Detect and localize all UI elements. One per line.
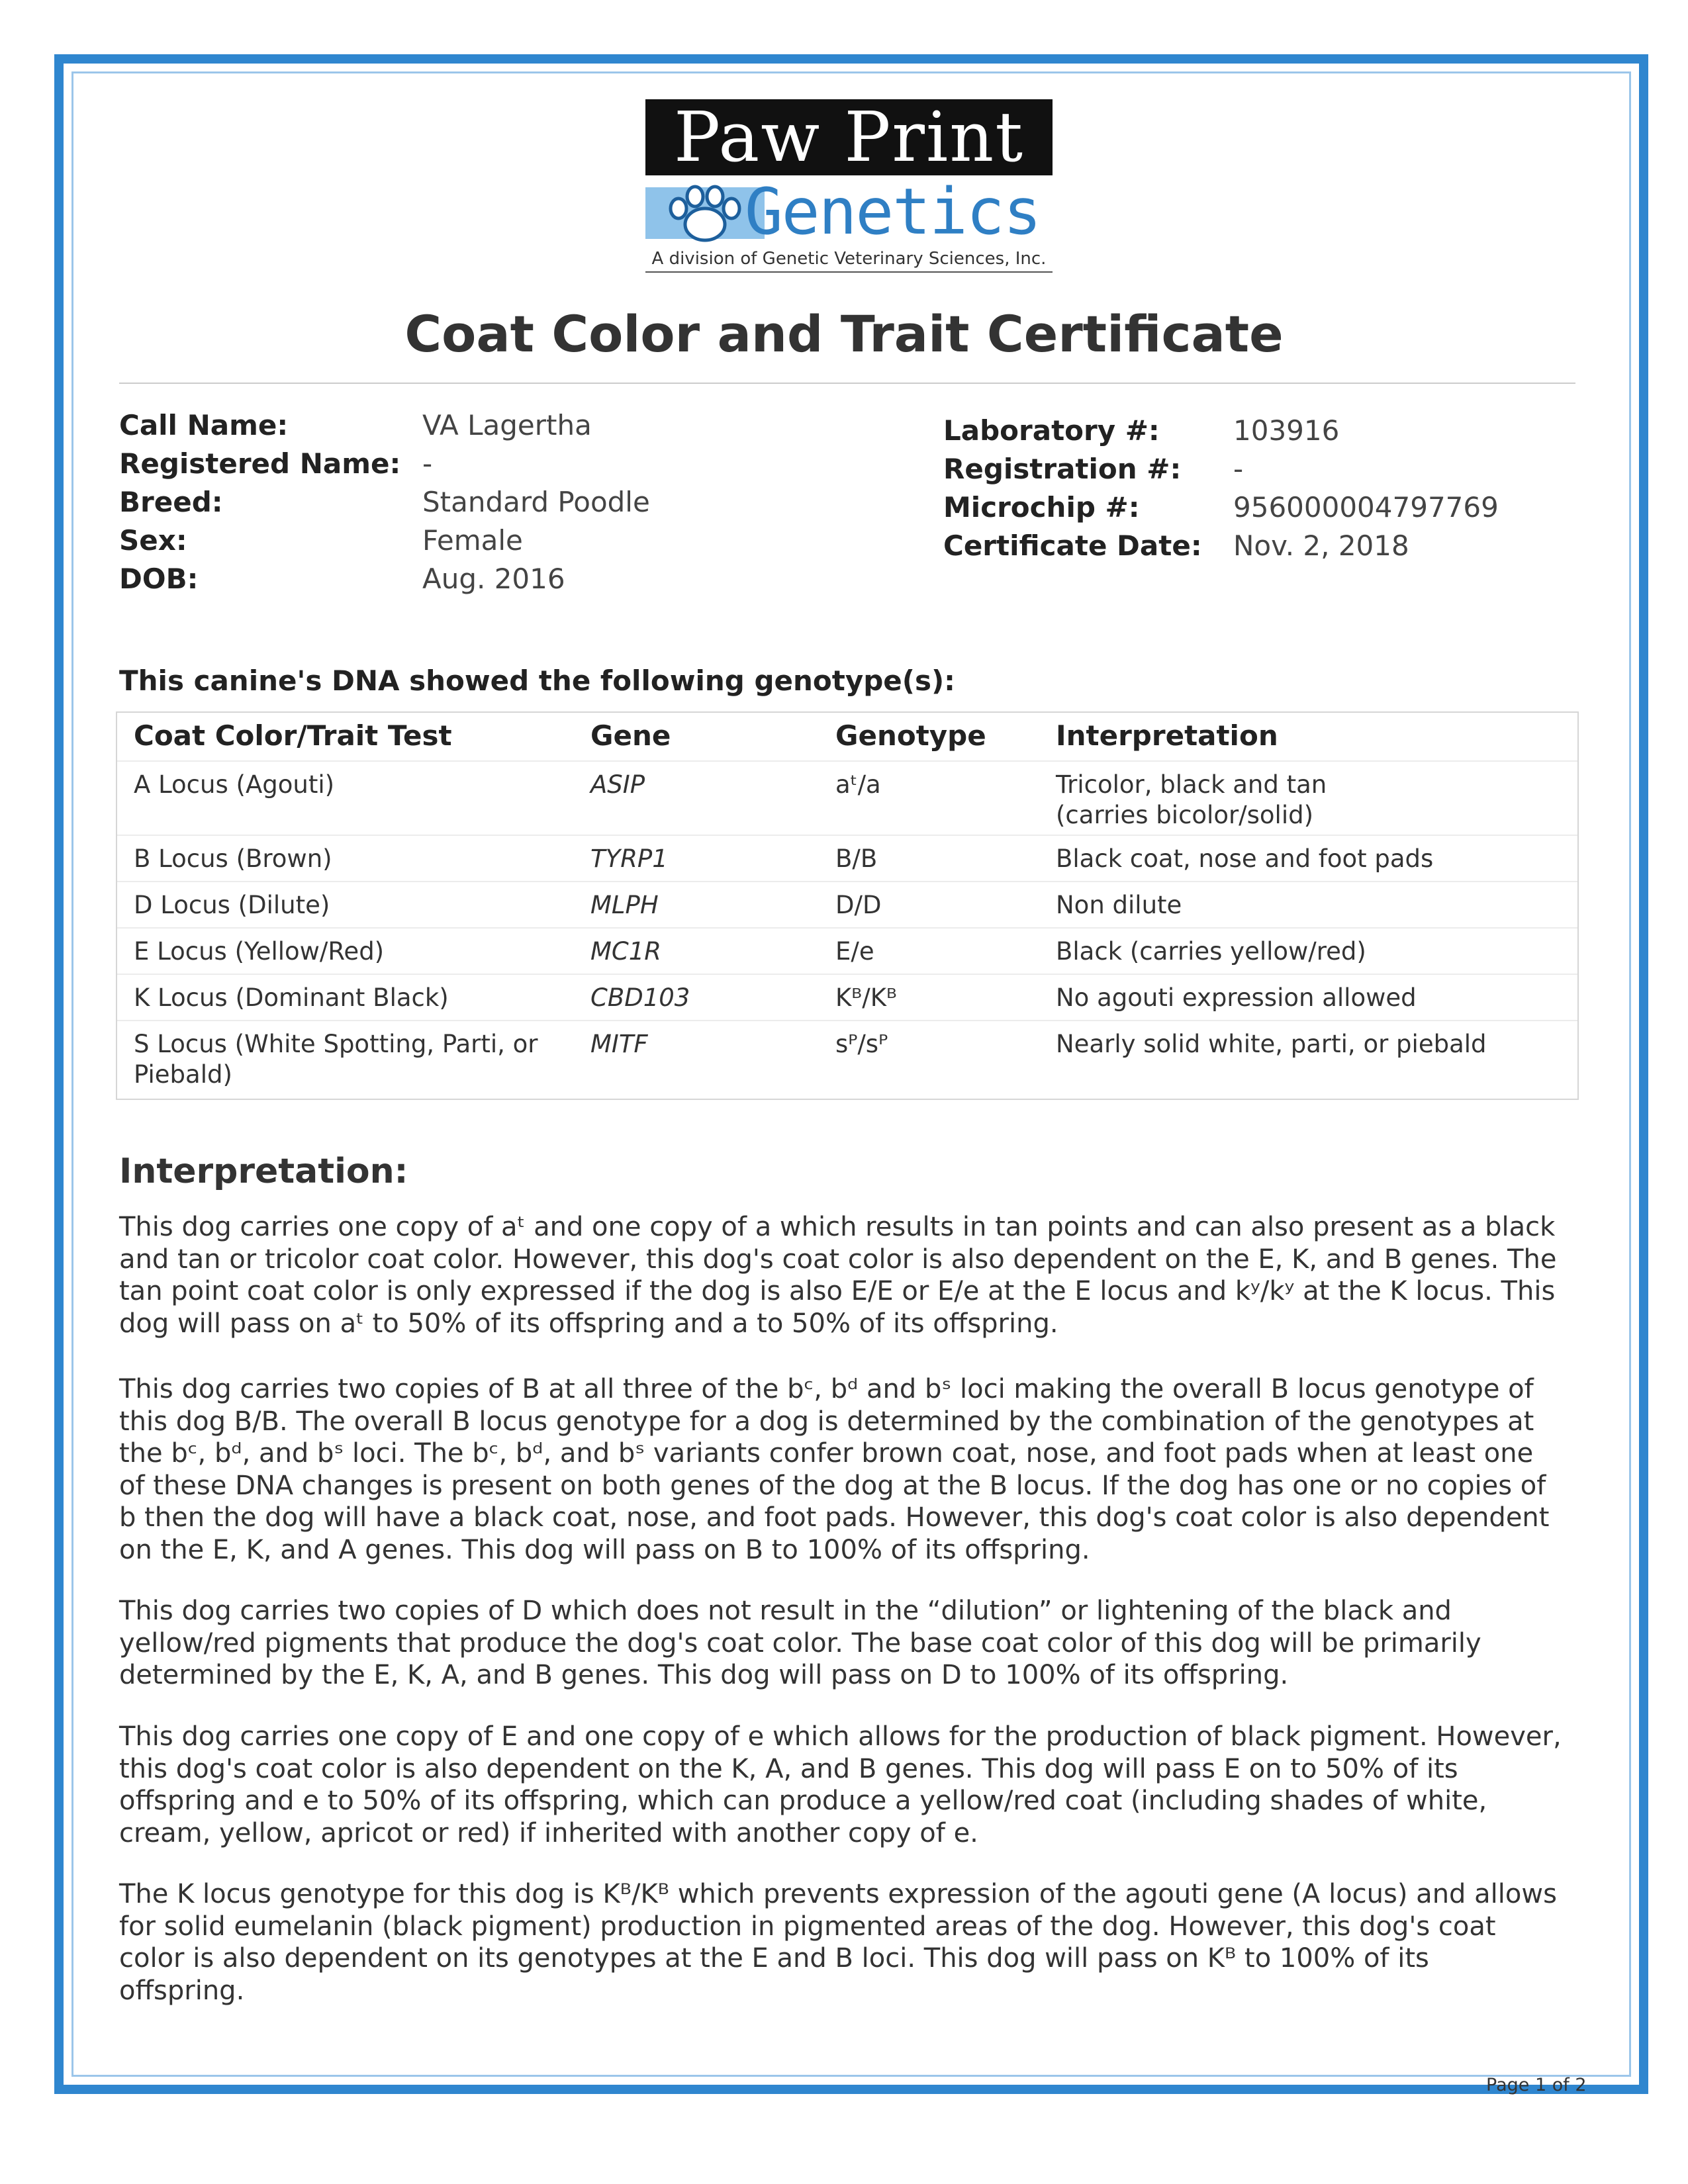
cell-gene: MITF xyxy=(590,1030,648,1058)
dob-value: Aug. 2016 xyxy=(422,563,565,595)
cell-gene: TYRP1 xyxy=(590,844,668,873)
title-divider xyxy=(119,383,1575,384)
cell-gene: ASIP xyxy=(590,770,645,799)
registered-name-value: - xyxy=(422,447,433,480)
cell-gene: MLPH xyxy=(590,891,659,919)
breed-value: Standard Poodle xyxy=(422,486,650,518)
microchip-value: 956000004797769 xyxy=(1233,491,1499,523)
header-interpretation: Interpretation xyxy=(1056,719,1278,752)
table-row xyxy=(117,927,1577,975)
interpretation-paragraph-e-locus: This dog carries one copy of E and one copy of e which allows for the production of black pigment. However, this dog's coat color is also dependent on the K, A, and B genes. This dog will pass E on to 50% of its offspring and e to 50% of its offspring, which can produce a yellow/red coat (including shades of white, cream, yellow, apricot or red) if inherited with another copy of e. xyxy=(119,1721,1562,1848)
sex-label: Sex: xyxy=(119,524,187,557)
cell-genotype: B/B xyxy=(835,844,878,873)
interpretation-paragraph-d-locus: This dog carries two copies of D which does not result in the “dilution” or lightening of the black and yellow/red pigments that produce the dog's coat color. The base coat color of this dog will be primarily determined by the E, K, A, and B genes. This dog will pass on D to 100% of its offspring. xyxy=(119,1596,1481,1690)
table-row xyxy=(117,835,1577,882)
cell-gene: MC1R xyxy=(590,937,662,966)
certificate-date-value: Nov. 2, 2018 xyxy=(1233,529,1409,562)
cell-genotype: sᴾ/sᴾ xyxy=(835,1030,888,1058)
laboratory-label: Laboratory #: xyxy=(943,414,1160,447)
breed-label: Breed: xyxy=(119,486,223,518)
table-row xyxy=(117,974,1577,1021)
logo-wordmark-bottom xyxy=(645,175,1053,248)
laboratory-value: 103916 xyxy=(1233,414,1340,447)
dob-label: DOB: xyxy=(119,563,199,595)
cell-test: B Locus (Brown) xyxy=(134,844,332,873)
sex-value: Female xyxy=(422,524,523,557)
interpretation-paragraph-b-locus: This dog carries two copies of B at all three of the bᶜ, bᵈ and bˢ loci making the overall B locus genotype of this dog B/B. The overall B locus genotype for a dog is determined by the combination of the genotypes at the bᶜ, bᵈ, and bˢ loci. The bᶜ, bᵈ, and bˢ variants confer brown coat, nose, and foot pads when at least one of these DNA changes is present on both genes of the dog at the B locus. If the dog has one or no copies of b then the dog will have a black coat, nose, and foot pads. However, this dog's coat color is also dependent on the E, K, and A genes. This dog will pass on B to 100% of its offspring. xyxy=(119,1374,1550,1565)
table-row xyxy=(117,760,1577,836)
cell-test: K Locus (Dominant Black) xyxy=(134,983,449,1012)
interpretation-paragraph-a-locus: This dog carries one copy of aᵗ and one copy of a which results in tan points and can also present as a black and tan or tricolor coat color. However, this dog's coat color is also dependent on the E, K, and B genes. The tan point coat color is only expressed if the dog is also E/E or E/e at the E locus and kʸ/kʸ at the K locus. This dog will pass on aᵗ to 50% of its offspring and a to 50% of its offspring. xyxy=(119,1212,1557,1339)
certificate-date-label: Certificate Date: xyxy=(943,529,1202,562)
cell-interpretation: No agouti expression allowed xyxy=(1056,983,1417,1012)
cell-gene: CBD103 xyxy=(590,983,690,1012)
interpretation-paragraph-k-locus: The K locus genotype for this dog is Kᴮ/Kᴮ which prevents expression of the agouti gene (A locus) and allows for solid eumelanin (black pigment) production in pigmented areas of the dog. However, this dog's coat color is also dependent on its genotypes at the E and B loci. This dog will pass on Kᴮ to 100% of its offspring. xyxy=(119,1879,1557,2006)
cell-interpretation: Nearly solid white, parti, or piebald xyxy=(1056,1030,1487,1058)
registration-label: Registration #: xyxy=(943,453,1182,485)
cell-interpretation: Black (carries yellow/red) xyxy=(1056,937,1366,966)
cell-genotype: aᵗ/a xyxy=(835,770,881,799)
logo-tagline: A division of Genetic Veterinary Sciences, Inc. xyxy=(645,249,1053,273)
cell-genotype: D/D xyxy=(835,891,882,919)
genotype-table xyxy=(116,711,1579,1100)
table-row xyxy=(117,881,1577,929)
table-header xyxy=(117,713,1577,760)
microchip-label: Microchip #: xyxy=(943,491,1140,523)
call-name-label: Call Name: xyxy=(119,409,289,441)
cell-interpretation: Non dilute xyxy=(1056,891,1182,919)
registration-value: - xyxy=(1233,453,1244,485)
page-title: Coat Color and Trait Certificate xyxy=(404,304,1284,363)
table-row xyxy=(117,1020,1577,1100)
dog-info xyxy=(119,406,847,605)
header-genotype: Genotype xyxy=(835,719,986,752)
genotype-heading: This canine's DNA showed the following genotype(s): xyxy=(119,664,955,697)
logo-genetics-text: Genetics xyxy=(745,175,1041,249)
logo-wordmark-top: Paw Print xyxy=(645,99,1053,175)
header-gene: Gene xyxy=(590,719,671,752)
header-test: Coat Color/Trait Test xyxy=(134,719,452,752)
call-name-value: VA Lagertha xyxy=(422,409,592,441)
page-number: Page 1 of 2 xyxy=(1486,2075,1587,2095)
interpretation-heading: Interpretation: xyxy=(119,1152,408,1191)
cell-test: S Locus (White Spotting, Parti, or Piebald) xyxy=(134,1030,538,1089)
cell-interpretation: Tricolor, black and tan (carries bicolor/solid) xyxy=(1056,770,1327,829)
cell-genotype: Kᴮ/Kᴮ xyxy=(835,983,897,1012)
cell-test: E Locus (Yellow/Red) xyxy=(134,937,385,966)
cell-genotype: E/e xyxy=(835,937,874,966)
company-logo xyxy=(645,99,1053,275)
paw-print-icon xyxy=(655,181,755,247)
lab-info xyxy=(943,412,1539,570)
cell-test: D Locus (Dilute) xyxy=(134,891,330,919)
cell-test: A Locus (Agouti) xyxy=(134,770,335,799)
registered-name-label: Registered Name: xyxy=(119,447,401,480)
cell-interpretation: Black coat, nose and foot pads xyxy=(1056,844,1434,873)
